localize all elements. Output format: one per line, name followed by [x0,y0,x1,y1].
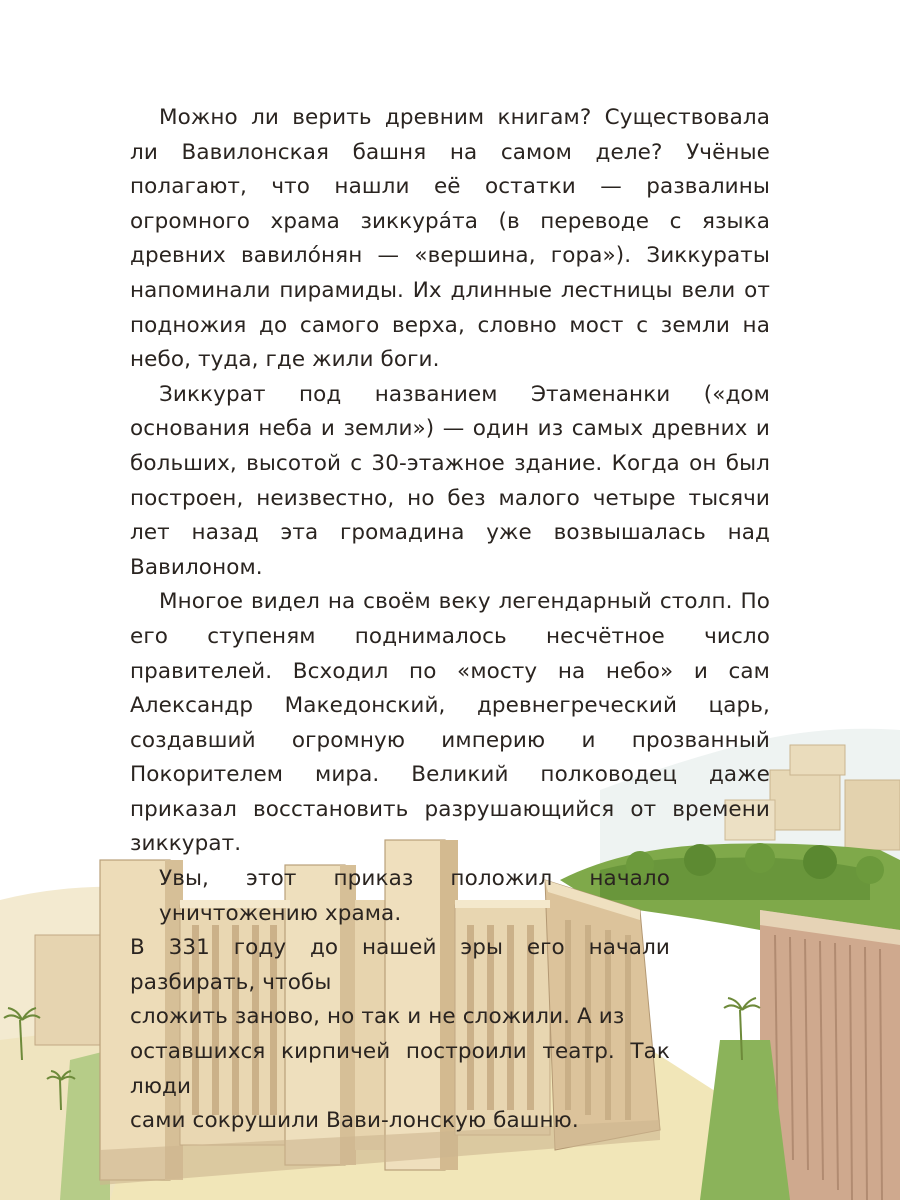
paragraph-3: Многое видел на своём веку легендарный столп. По его ступеням поднималось несчётное число правителей. Всходил по «мосту на небо» и сам Александр Македонский, древнегреческий царь, создавший огромную империю и прозванный Покорителем мира. Великий полководец даже приказал восстановить разрушающийся от времени зиккурат. [130,589,770,857]
paragraph-2: Зиккурат под названием Этаменанки («дом основания неба и земли») — один из самых древних и больших, высотой с 30-этажное здание. Когда он был построен, неизвестно, но без малого четыре тысячи лет назад эта громадина уже возвышалась над Вавилоном. [130,381,770,580]
article-text [130,101,770,1139]
paragraph-4-line: В 331 году до нашей эры его начали разбирать, чтобы [130,935,670,995]
paragraph-1: Можно ли верить древним книгам? Существовала ли Вавилонская башня на самом деле? Учёные полагают, что нашли её остатки — развалины огромного храма зиккура́та (в переводе с языка древних вавило́нян — «вершина, гора»). Зиккураты напоминали пирамиды. Их длинные лестницы вели от подножия до самого верха, словно мост с земли на небо, туда, где жили боги. [130,105,770,373]
paragraph-4 [130,862,670,1139]
paragraph-4-line: сложить заново, но так и не сложили. А из [130,1004,625,1030]
paragraph-4-line: оставшихся кирпичей построили театр. Так люди [130,1039,670,1099]
paragraph-4-line: сами сокрушили Вави-лонскую башню. [130,1108,579,1134]
paragraph-4-line: Увы, этот приказ положил начало уничтожению храма. [159,866,670,926]
